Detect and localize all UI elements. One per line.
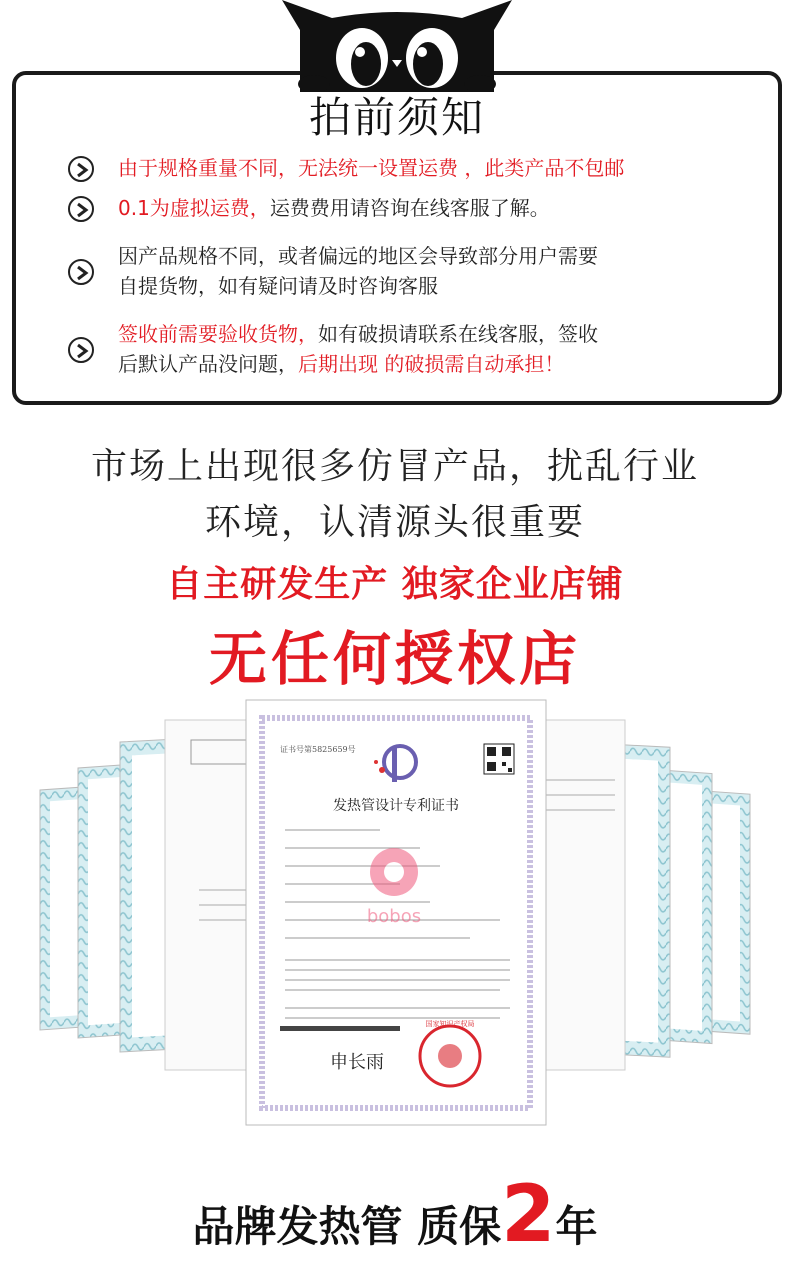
notice-text-segment: 后默认产品没问题，: [118, 352, 298, 376]
notice-title: 拍前须知: [308, 93, 485, 142]
barcode: [280, 1026, 400, 1031]
circle-arrow-right-icon: [68, 196, 94, 222]
warranty-suffix: 年: [555, 1202, 598, 1251]
slogan-no-authorized-stores: 无任何授权店: [208, 625, 581, 693]
warranty-years: 2: [501, 1170, 556, 1260]
notice-panel: [12, 71, 782, 405]
circle-arrow-right-icon: [68, 156, 94, 182]
main-patent-certificate: [246, 700, 546, 1125]
notice-line: [118, 153, 758, 183]
notice-text-segment: 签收前需要验收货物，: [118, 322, 318, 346]
notice-item: [68, 193, 758, 223]
patent-certificates-image: [0, 690, 790, 1140]
circle-arrow-right-icon: [68, 337, 94, 363]
certificate-number: 证书号第5825659号: [280, 745, 356, 754]
notice-text-segment: 运费费用请咨询在线客服了解。: [269, 196, 550, 220]
notice-item: [68, 241, 758, 301]
notice-text-segment: 因产品规格不同，或者偏远的地区会导致部分用户需要: [118, 244, 598, 268]
circle-arrow-right-icon: [68, 259, 94, 285]
tmall-cat-mascot-icon: [262, 0, 532, 92]
seal-text: 国家知识产权局: [425, 1020, 475, 1028]
notice-text-segment: 后期出现 的破损需自动承担！: [298, 352, 565, 376]
slogan-self-developed: 自主研发生产 独家企业店铺: [166, 564, 624, 605]
notice-line: [118, 193, 758, 223]
notice-item: [68, 153, 758, 183]
certificate-title: 发热管设计专利证书: [333, 798, 459, 814]
notice-text-segment: 自提货物，如有疑问请及时咨询客服: [118, 274, 438, 298]
headline-line-2: 环境，认清源头很重要: [204, 502, 585, 543]
signature: 申长雨: [330, 1052, 384, 1073]
watermark-text: bobos: [366, 906, 422, 927]
notice-line: [118, 319, 758, 349]
warranty-banner: [0, 1170, 790, 1260]
notice-text-segment: 0.1为虚拟运费，: [118, 196, 270, 220]
notice-text-segment: 如有破损请联系在线客服，签收: [318, 322, 598, 346]
notice-item: [68, 319, 758, 379]
notice-line: [118, 349, 758, 379]
notice-text-segment: 由于规格重量不同，无法统一设置运费 ，此类产品不包邮: [118, 156, 625, 180]
qr-code-icon: [484, 744, 514, 774]
notice-line: [118, 271, 758, 301]
headline-line-1: 市场上出现很多仿冒产品，扰乱行业: [90, 446, 699, 487]
notice-line: [118, 241, 758, 271]
warranty-prefix: 品牌发热管 质保: [192, 1202, 502, 1251]
